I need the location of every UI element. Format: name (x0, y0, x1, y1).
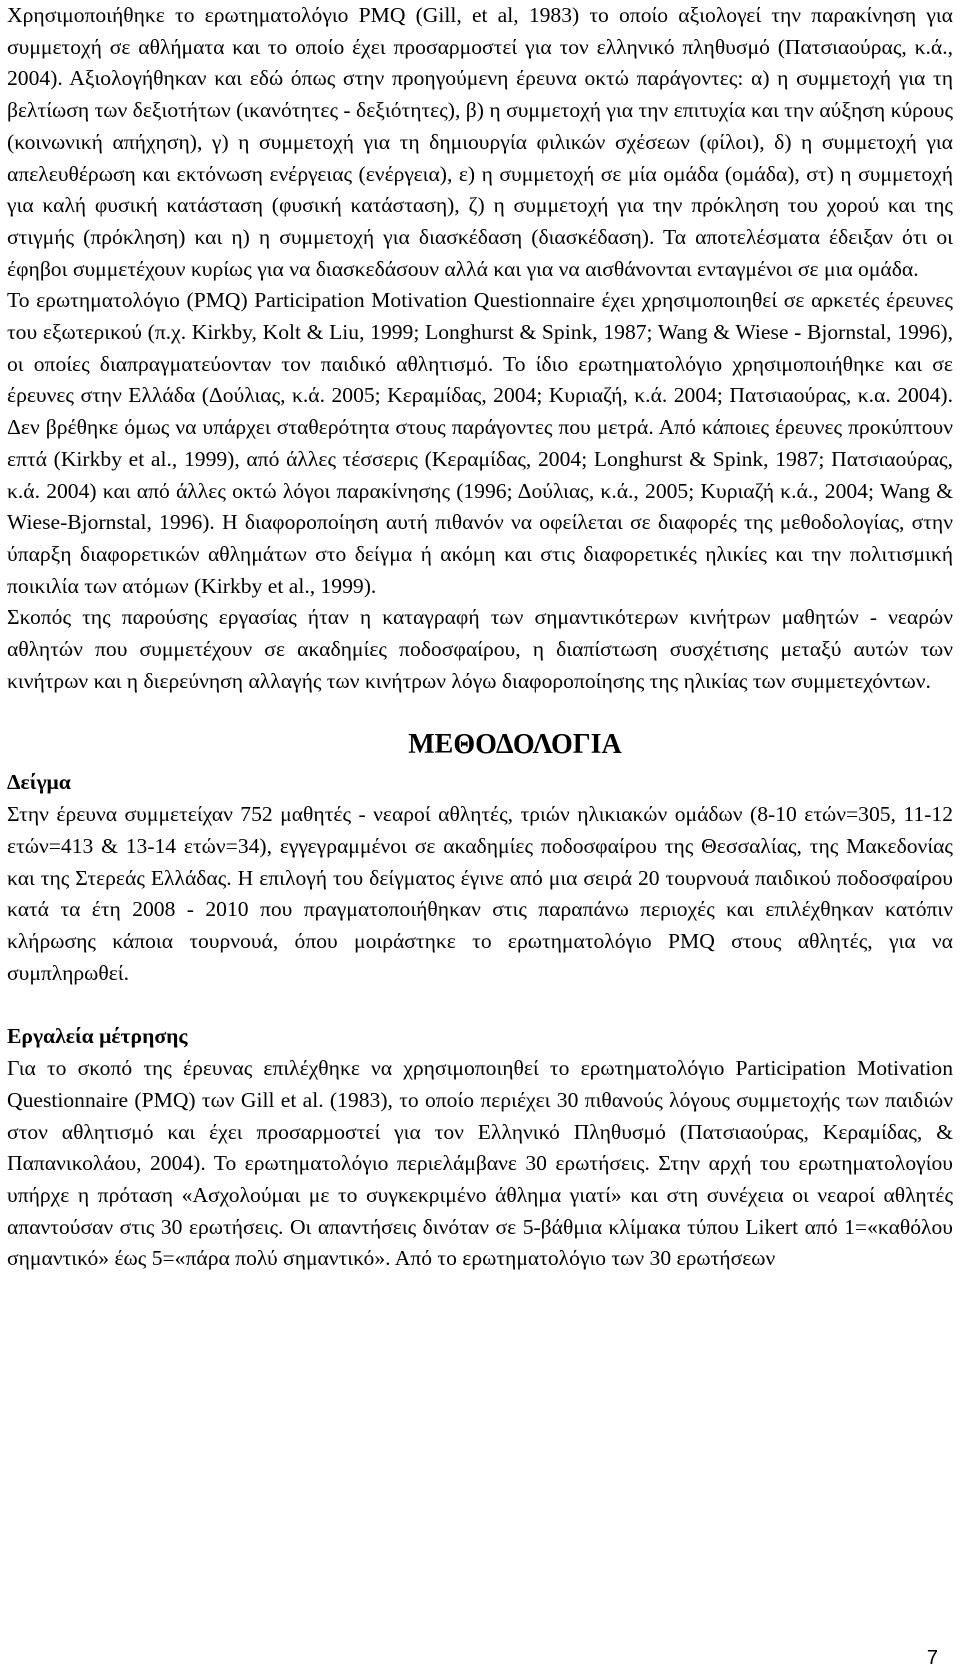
subheading-instruments: Εργαλεία μέτρησης (7, 1024, 188, 1049)
intro-paragraph-pmq: Χρησιμοποιήθηκε το ερωτηματολόγιο PMQ (Gill, et al, 1983) το οποίο αξιολογεί την παρακίνηση για συμμετοχή σε αθλήματα και το οποίο έχει προσαρμοστεί για τον ελληνικό πληθυσμό (Πατσιαούρας, κ.ά., 2004). Αξιολογήθηκαν και εδώ όπως στην προηγούμενη έρευνα οκτώ παράγοντες: α) η συμμετοχή για τη βελτίωση των δεξιοτήτων (ικανότητες - δεξιότητες), β) η συμμετοχή για την επιτυχία και την αύξηση κύρους (κοινωνική απήχηση), γ) η συμμετοχή για τη δημιουργία φιλικών σχέσεων (φίλοι), δ) η συμμετοχή για απελευθέρωση και εκτόνωση ενέργειας (ενέργεια), ε) η συμμετοχή σε μία ομάδα (ομάδα), στ) η συμμετοχή για καλή φυσική κατάσταση (φυσική κατάσταση), ζ) η συμμετοχή για την πρόκληση του χορού και της στιγμής (πρόκληση) και η) η συμμετοχή για διασκέδαση (διασκέδαση). Τα αποτελέσματα έδειξαν ότι οι έφηβοι συμμετέχουν κυρίως για να διασκεδάσουν αλλά και για να αισθάνονται ενταγμένοι σε μια ομάδα. (7, 3, 953, 281)
intro-paragraph-research: Το ερωτηματολόγιο (PMQ) Participation Motivation Questionnaire έχει χρησιμοποιηθεί σε αρκετές έρευνες του εξωτερικού (π.χ. Kirkby, Kolt & Liu, 1999; Longhurst & Spink, 1987; Wang & Wiese - Bjornstal, 1996), οι οποίες διαπραγματεύονταν τον παιδικό αθλητισμό. Το ίδιο ερωτηματολόγιο χρησιμοποιήθηκε και σε έρευνες στην Ελλάδα (Δούλιας, κ.ά. 2005; Κεραμίδας, 2004; Κυριαζή, κ.ά. 2004; Πατσιαούρας, κ.α. 2004). Δεν βρέθηκε όμως να υπάρχει σταθερότητα στους παράγοντες που μετρά. Από κάποιες έρευνες προκύπτουν επτά (Kirkby et al., 1999), από άλλες τέσσερις (Κεραμίδας, 2004; Longhurst & Spink, 1987; Πατσιαούρας, κ.ά. 2004) και από άλλες οκτώ λόγοι παρακίνησης (1996; Δούλιας, κ.ά., 2005; Κυριαζή κ.ά., 2004; Wang & Wiese-Bjornstal, 1996). Η διαφοροποίηση αυτή πιθανόν να οφείλεται σε διαφορές της μεθοδολογίας, στην ύπαρξη διαφορετικών αθλημάτων στο δείγμα ή ακόμη και στις διαφορετικές ηλικίες και την πολιτισμική ποικιλία των ατόμων (Kirkby et al., 1999). (7, 288, 953, 598)
document-page (7, 0, 953, 1275)
sample-paragraph: Στην έρευνα συμμετείχαν 752 μαθητές - νεαροί αθλητές, τριών ηλικιακών ομάδων (8-10 ετών=305, 11-12 ετών=413 & 13-14 ετών=34), εγγεγραμμένοι σε ακαδημίες ποδοσφαίρου της Θεσσαλίας, της Μακεδονίας και της Στερεάς Ελλάδας. Η επιλογή του δείγματος έγινε από μια σειρά 20 τουρνουά παιδικού ποδοσφαίρου κατά τα έτη 2008 - 2010 που πραγματοποιήθηκαν στις παραπάνω περιοχές και επιλέχθηκαν κατόπιν κλήρωσης κάποια τουρνουά, όπου μοιράστηκε το ερωτηματολόγιο PMQ στους αθλητές, για να συμπληρωθεί. (7, 802, 953, 985)
instruments-paragraph: Για το σκοπό της έρευνας επιλέχθηκε να χρησιμοποιηθεί το ερωτηματολόγιο Participation Motivation Questionnaire (PMQ) των Gill et al. (1983), το οποίο περιέχει 30 πιθανούς λόγους συμμετοχής των παιδιών στον αθλητισμό και έχει προσαρμοστεί για τον Ελληνικό Πληθυσμό (Πατσιαούρας, Κεραμίδας, & Παπανικολάου, 2004). Το ερωτηματολόγιο περιελάμβανε 30 ερωτήσεις. Στην αρχή του ερωτηματολογίου υπήρχε η πρόταση «Ασχολούμαι με το συγκεκριμένο άθλημα γιατί» και στη συνέχεια οι νεαροί αθλητές απαντούσαν στις 30 ερωτήσεις. Οι απαντήσεις δινόταν σε 5-βάθμια κλίμακα τύπου Likert από 1=«καθόλου σημαντικό» έως 5=«πάρα πολύ σημαντικό». Από το ερωτηματολόγιο των 30 ερωτήσεων (7, 1056, 953, 1271)
section-spacer (7, 697, 953, 729)
subsection-spacer (7, 989, 953, 1021)
intro-paragraph-aim: Σκοπός της παρούσης εργασίας ήταν η καταγραφή των σημαντικότερων κινήτρων μαθητών - νεαρών αθλητών που συμμετέχουν σε ακαδημίες ποδοσφαίρου, η διαπίστωση συσχέτισης μεταξύ αυτών των κινήτρων και η διερεύνηση αλλαγής των κινήτρων λόγω διαφοροποίησης της ηλικίας των συμμετεχόντων. (7, 605, 953, 693)
section-title-methodology: ΜΕΘΟΔΟΛΟΓΙΑ (408, 729, 622, 761)
page-number: 7 (926, 1647, 938, 1669)
subheading-sample: Δείγμα (7, 770, 71, 795)
